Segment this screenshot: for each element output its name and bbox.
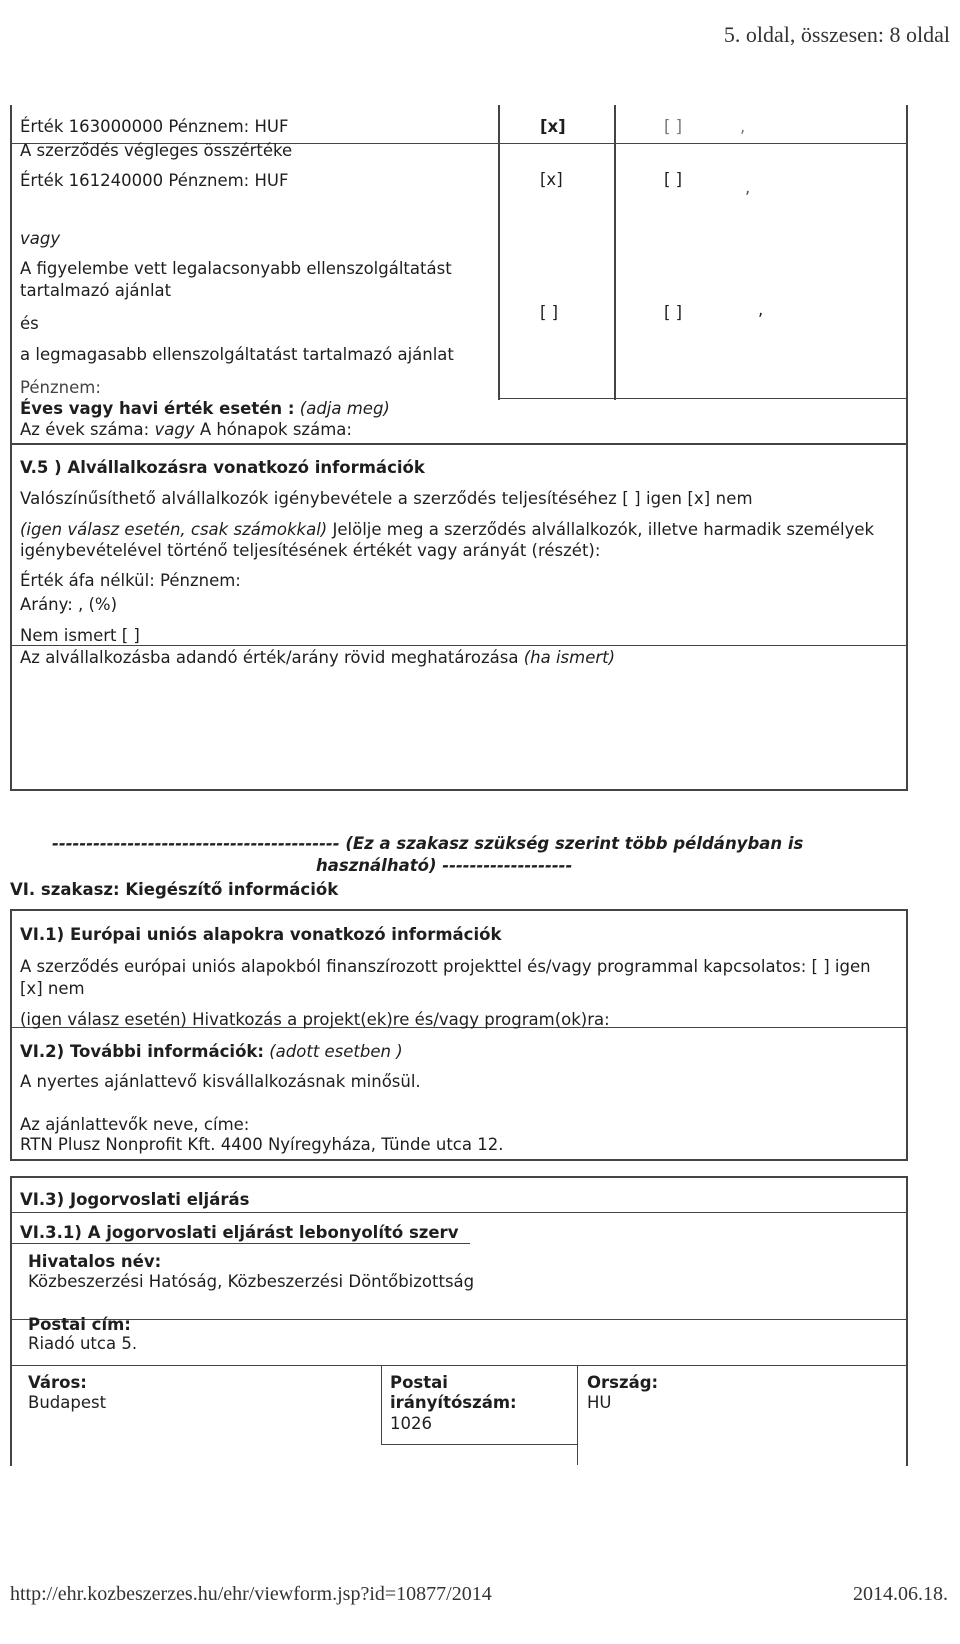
if-yes-italic: (igen válasz esetén, csak számokkal) xyxy=(20,520,328,539)
years-months-line xyxy=(20,420,352,440)
final-value-title: A szerződés végleges összértéke xyxy=(20,141,293,160)
estimated-value-checkbox-2: [ ] xyxy=(664,117,683,136)
official-name: Közbeszerzési Hatóság, Közbeszerzési Döntőbizottság xyxy=(28,1272,475,1291)
section6-title: VI. szakasz: Kiegészítő információk xyxy=(10,880,339,899)
ratio: Arány: , (%) xyxy=(20,595,118,614)
range-checkbox-2: [ ] xyxy=(664,303,683,322)
footer-url: http://ehr.kozbeszerzes.hu/ehr/viewform.jsp?id=10877/2014 xyxy=(10,1583,492,1605)
annual-bold: Éves vagy havi érték esetén : xyxy=(20,399,295,418)
subcontracting-if-yes xyxy=(20,520,874,540)
if-yes-text: Jelölje meg a szerződés alvállalkozók, illetve harmadik személyek xyxy=(332,520,875,539)
page-info: 5. oldal, összesen: 8 oldal xyxy=(723,22,950,47)
short-description xyxy=(20,648,615,668)
lowest-offer: A figyelembe vett legalacsonyabb ellenszolgáltatást xyxy=(20,259,452,278)
years-label: Az évek száma: xyxy=(20,420,150,439)
estimated-value: Érték 163000000 Pénznem: HUF xyxy=(20,117,289,136)
estimated-value-checkbox: [x] xyxy=(540,117,566,136)
postal-address: Riadó utca 5. xyxy=(28,1334,138,1353)
footer-date: 2014.06.18. xyxy=(853,1583,948,1605)
official-name-label: Hivatalos név: xyxy=(28,1252,162,1271)
highest-offer: a legmagasabb ellenszolgáltatást tartalmazó ajánlat xyxy=(20,345,454,364)
dashes-right: ------------------- xyxy=(442,856,573,875)
subcontracting-title: V.5 ) Alvállalkozásra vonatkozó információk xyxy=(20,458,425,477)
annual-italic: (adja meg) xyxy=(299,399,390,418)
final-value-mark: , xyxy=(745,178,751,197)
more-italic: (adott esetben ) xyxy=(269,1042,403,1061)
bidders-label: Az ajánlattevők neve, címe: xyxy=(20,1115,250,1134)
final-value-checkbox-2: [ ] xyxy=(664,170,683,189)
eu-text: A szerződés európai uniós alapokból finanszírozott projekttel és/vagy programmal kapcsolatos: [ ] igen xyxy=(20,957,871,976)
years-or: vagy xyxy=(154,420,195,439)
months-label: A hónapok száma: xyxy=(199,420,352,439)
country: HU xyxy=(587,1393,612,1412)
short-desc-italic: (ha ismert) xyxy=(523,648,616,667)
remedy-body-title: VI.3.1) A jogorvoslati eljárást lebonyolító szerv xyxy=(20,1223,459,1242)
subcontracting-likely: Valószínűsíthető alvállalkozók igénybevétele a szerződés teljesítéséhez [ ] igen [x] nem xyxy=(20,489,753,508)
range-mark: , xyxy=(758,300,764,319)
more-info-title xyxy=(20,1042,403,1062)
estimated-value-mark: , xyxy=(740,117,746,136)
eu-reference: (igen válasz esetén) Hivatkozás a projekt(ek)re és/vagy program(ok)ra: xyxy=(20,1010,610,1029)
final-value-checkbox: [x] xyxy=(540,170,563,189)
zip-label-2: irányítószám: xyxy=(390,1393,517,1412)
more-title: VI.2) További információk: xyxy=(20,1042,264,1061)
dashes-left: ------------------------------------------ xyxy=(52,834,340,853)
eu-text-2: [x] nem xyxy=(20,979,85,998)
subcontracting-if-yes-2: igénybevételével történő teljesítésének értékét vagy arányát (részét): xyxy=(20,541,601,560)
zip: 1026 xyxy=(390,1414,432,1433)
section-repeat-note xyxy=(52,834,803,854)
city: Budapest xyxy=(28,1393,107,1412)
remedy-title: VI.3) Jogorvoslati eljárás xyxy=(20,1190,250,1209)
note-2: használható) xyxy=(316,856,437,875)
annual-value-line xyxy=(20,399,390,419)
postal-label: Postai cím: xyxy=(28,1315,131,1334)
note-1: (Ez a szakasz szükség szerint több példányban is xyxy=(345,834,804,853)
and-word: és xyxy=(20,314,39,333)
zip-label-1: Postai xyxy=(390,1373,448,1392)
final-value: Érték 161240000 Pénznem: HUF xyxy=(20,171,289,190)
bidders-value: RTN Plusz Nonprofit Kft. 4400 Nyíregyháza, Tünde utca 12. xyxy=(20,1135,504,1154)
value-no-vat: Érték áfa nélkül: Pénznem: xyxy=(20,571,241,590)
city-label: Város: xyxy=(28,1373,87,1392)
eu-title: VI.1) Európai uniós alapokra vonatkozó információk xyxy=(20,925,502,944)
short-desc-label: Az alvállalkozásba adandó érték/arány rövid meghatározása xyxy=(20,648,519,667)
lowest-offer-2: tartalmazó ajánlat xyxy=(20,281,172,300)
currency-label: Pénznem: xyxy=(20,378,101,397)
or-word: vagy xyxy=(20,229,61,248)
section-repeat-note-2 xyxy=(316,856,572,876)
sme-status: A nyertes ajánlattevő kisvállalkozásnak minősül. xyxy=(20,1072,421,1091)
country-label: Ország: xyxy=(587,1373,659,1392)
range-checkbox: [ ] xyxy=(540,303,559,322)
unknown: Nem ismert [ ] xyxy=(20,626,140,645)
